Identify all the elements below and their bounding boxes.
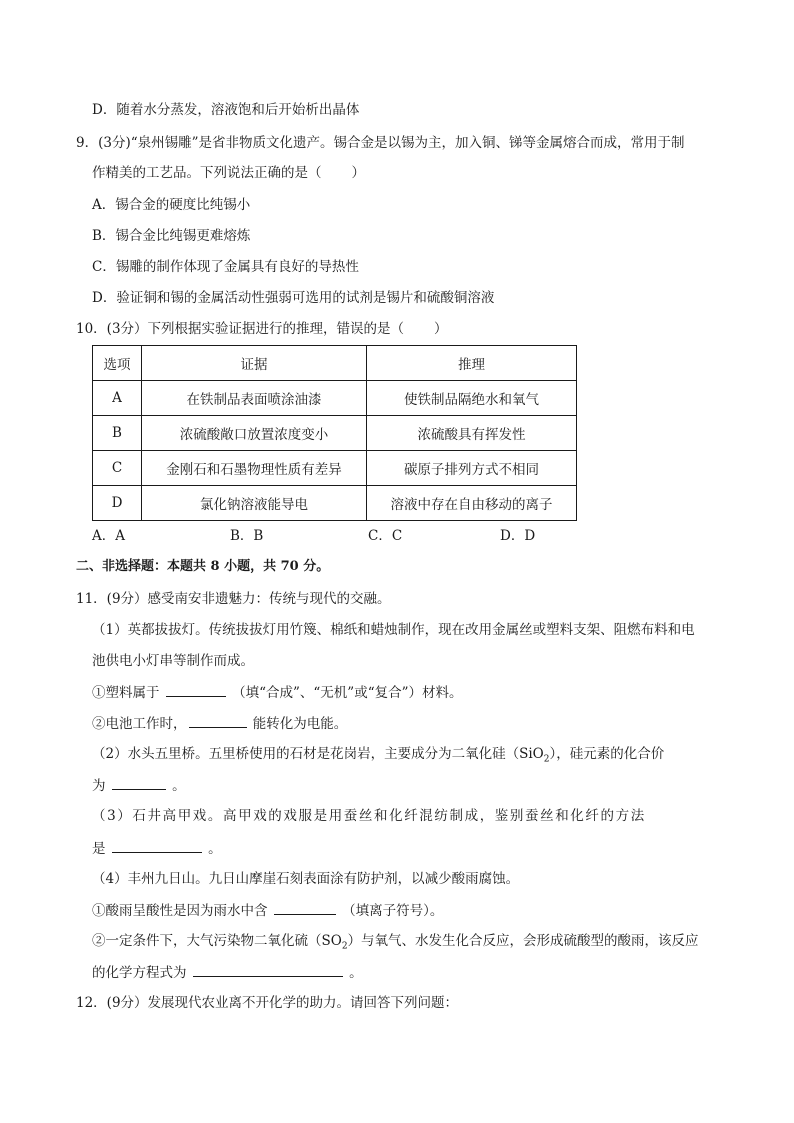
q11-p3-line2-text: 是 <box>92 841 106 857</box>
answer-blank[interactable] <box>274 900 336 915</box>
q10-cell: 氯化钠溶液能导电 <box>142 486 367 521</box>
q11-stem: 11．(9分）感受南安非遗魅力：传统与现代的交融。 <box>76 591 391 607</box>
q10-table-row <box>93 416 577 451</box>
q9-option-a: A．锡合金的硬度比纯锡小 <box>92 197 251 213</box>
q11-p1-a-suffix: （填“合成”、“无机”或“复合”）材料。 <box>232 685 463 701</box>
q10-stem-close: ） <box>434 321 448 337</box>
q9-stem-text: 作精美的工艺品。下列说法正确的是（ <box>92 165 322 181</box>
q10-cell: C <box>93 451 142 486</box>
q11-p3-line2-suffix: 。 <box>208 841 222 857</box>
q9-option-c: C．锡雕的制作体现了金属具有良好的导热性 <box>92 259 359 275</box>
q10-table <box>92 345 577 521</box>
q10-table-header <box>93 346 577 381</box>
q11-p4-a-text: ①酸雨呈酸性是因为雨水中含 <box>92 903 268 919</box>
q10-option-d: D．D <box>500 528 536 544</box>
answer-blank[interactable] <box>112 838 202 853</box>
answer-blank[interactable] <box>112 775 166 790</box>
q10-cell: 在铁制品表面喷涂油漆 <box>142 381 367 416</box>
q11-p4-c-text: 的化学方程式为 <box>92 965 187 981</box>
q10-cell: 浓硫酸具有挥发性 <box>367 416 577 451</box>
q10-option-c: C．C <box>368 528 403 544</box>
q11-p2-text: （2）水头五里桥。五里桥使用的石材是花岗岩，主要成分为二氧化硅（SiO <box>92 746 544 762</box>
q11-p1-line2: 池供电小灯串等制作而成。 <box>92 653 254 669</box>
q10-header-inference: 推理 <box>367 346 577 381</box>
q11-p4-c <box>92 962 363 983</box>
q11-p1-b <box>92 713 347 734</box>
q11-p4-b-suffix: ）与氧气、水发生化合反应，会形成硫酸型的酸雨，该反应 <box>347 933 699 949</box>
q11-p4-b-text: ②一定条件下，大气污染物二氧化硫（SO <box>92 933 342 949</box>
answer-blank[interactable] <box>166 682 226 697</box>
q11-p4-b-subscript: 2 <box>341 941 348 952</box>
q11-p2-line1 <box>92 744 664 770</box>
q10-cell: A <box>93 381 142 416</box>
q11-p1-b-text: ②电池工作时， <box>92 716 187 732</box>
q11-p1-line1: （1）英都拔拔灯。传统拔拔灯用竹篾、棉纸和蜡烛制作，现在改用金属丝或塑料支架、阻燃布料和电 <box>92 622 695 638</box>
q10-stem-text: 10．(3分）下列根据实验证据进行的推理，错误的是（ <box>76 321 405 337</box>
q10-option-b: B．B <box>230 528 264 544</box>
q10-cell: 使铁制品隔绝水和氧气 <box>367 381 577 416</box>
q11-p4-c-suffix: 。 <box>349 965 363 981</box>
q11-p3-line2 <box>92 838 222 859</box>
answer-blank[interactable] <box>189 713 247 728</box>
q11-p2-suffix: ），硅元素的化合价 <box>549 746 665 762</box>
q10-cell: D <box>93 486 142 521</box>
answer-blank[interactable] <box>193 962 343 977</box>
q11-p1-a <box>92 682 463 703</box>
q10-stem <box>76 319 448 339</box>
q10-header-option: 选项 <box>93 346 142 381</box>
q11-p2-line2-suffix: 。 <box>172 778 186 794</box>
q10-option-a: A．A <box>92 528 125 544</box>
q11-p2-line2 <box>92 775 186 796</box>
q10-cell: B <box>93 416 142 451</box>
q11-p4-a <box>92 900 443 921</box>
q9-stem-close: ） <box>351 165 365 181</box>
q10-header-evidence: 证据 <box>142 346 367 381</box>
q12-stem: 12．(9分）发展现代农业离不开化学的助力。请回答下列问题： <box>76 995 459 1011</box>
q11-p3-line1: （3）石井高甲戏。高甲戏的戏服是用蚕丝和化纤混纺制成，鉴别蚕丝和化纤的方法 <box>92 808 646 824</box>
q11-p2-subscript: 2 <box>543 754 550 765</box>
q9-option-d: D．验证铜和锡的金属活动性强弱可选用的试剂是锡片和硫酸铜溶液 <box>92 290 495 306</box>
q9-option-b: B．锡合金比纯锡更难熔炼 <box>92 228 251 244</box>
q10-cell: 浓硫酸敞口放置浓度变小 <box>142 416 367 451</box>
q10-cell: 金刚石和石墨物理性质有差异 <box>142 451 367 486</box>
q8-option-d: D．随着水分蒸发，溶液饱和后开始析出晶体 <box>92 102 360 118</box>
q11-p1-b-suffix: 能转化为电能。 <box>252 716 348 732</box>
q10-cell: 溶液中存在自由移动的离子 <box>367 486 577 521</box>
q9-stem-line1: 9．(3分)“泉州锡雕”是省非物质文化遗产。锡合金是以锡为主，加入铜、锑等金属熔合而成，常用于制 <box>76 135 685 151</box>
section-heading: 二、非选择题：本题共 8 小题，共 70 分。 <box>76 559 330 574</box>
q10-cell: 碳原子排列方式不相同 <box>367 451 577 486</box>
q10-table-row <box>93 381 577 416</box>
q11-p4-b <box>92 931 699 957</box>
q9-stem-line2 <box>92 163 365 183</box>
q11-p4-a-suffix: （填离子符号）。 <box>342 903 444 919</box>
q11-p2-line2-text: 为 <box>92 778 106 794</box>
q11-p1-a-text: ①塑料属于 <box>92 685 160 701</box>
q10-table-row <box>93 486 577 521</box>
q11-p4-line1: （4）丰州九日山。九日山摩崖石刻表面涂有防护剂，以减少酸雨腐蚀。 <box>92 871 520 887</box>
q10-table-row <box>93 451 577 486</box>
